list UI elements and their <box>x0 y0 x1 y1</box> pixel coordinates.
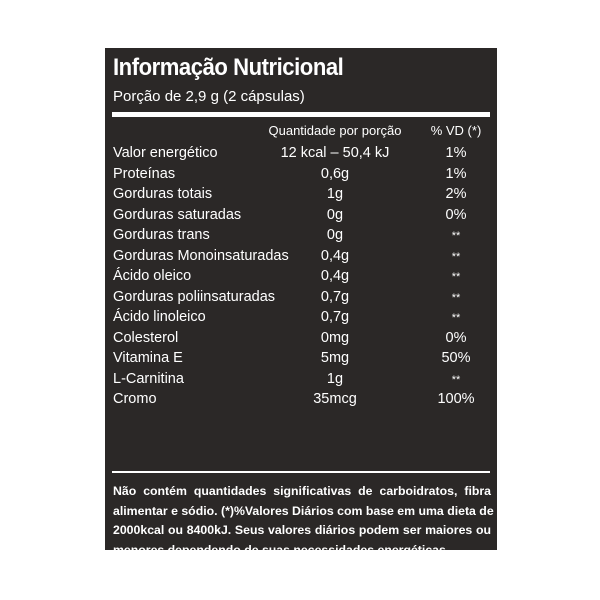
nutrient-name: Ácido oleico <box>113 268 192 284</box>
nutrient-daily-value: 0% <box>445 329 467 346</box>
nutrient-row <box>105 268 497 289</box>
footnote-line: 2000kcal ou 8400kJ. Seus valores diários podem ser maiores ou <box>113 523 491 537</box>
nutrient-name: Proteínas <box>113 165 176 182</box>
nutrient-row <box>105 371 497 392</box>
nutrient-quantity: 0,7g <box>320 288 350 305</box>
nutrient-quantity: 0,7g <box>320 309 350 325</box>
footnote <box>113 482 494 580</box>
thin-divider <box>112 471 490 473</box>
nutrient-name: Ácido linoleico <box>113 309 206 325</box>
nutrition-facts-panel <box>105 48 497 576</box>
nutrient-row <box>105 309 497 330</box>
thick-divider <box>112 112 490 117</box>
nutrient-daily-value: 1% <box>445 165 467 182</box>
nutrient-row <box>105 391 497 412</box>
nutrient-name: L-Carnitina <box>113 370 184 387</box>
nutrient-name: Cromo <box>113 391 157 407</box>
nutrient-row <box>105 186 497 207</box>
nutrient-row <box>105 289 497 310</box>
nutrient-daily-value: 50% <box>441 350 471 366</box>
nutrient-daily-value: ** <box>451 250 461 263</box>
nutrient-daily-value: 2% <box>445 186 467 202</box>
nutrient-quantity: 0,4g <box>320 268 350 284</box>
nutrient-row <box>105 227 497 248</box>
nutrient-rows <box>105 145 497 412</box>
nutrient-daily-value: 100% <box>437 391 475 407</box>
nutrient-name: Gorduras trans <box>113 227 210 243</box>
nutrient-name: Colesterol <box>113 329 179 346</box>
nutrient-row <box>105 350 497 371</box>
nutrient-row <box>105 248 497 269</box>
nutrient-quantity: 0,4g <box>320 247 350 264</box>
nutrient-name: Vitamina E <box>113 350 183 366</box>
nutrient-name: Valor energético <box>113 145 218 161</box>
nutrient-quantity: 1g <box>326 370 344 387</box>
footnote-line: Não contém quantidades significativas de carboidratos, fibra <box>113 484 491 498</box>
nutrient-daily-value: ** <box>451 312 461 324</box>
nutrient-daily-value: ** <box>451 373 461 386</box>
nutrient-quantity: 0,6g <box>320 165 350 182</box>
nutrient-daily-value: 0% <box>445 206 467 223</box>
serving-size: Porção de 2,9 g (2 cápsulas) <box>113 88 305 105</box>
nutrient-quantity: 5mg <box>320 350 350 366</box>
nutrient-row <box>105 330 497 351</box>
footnote-line: (**)Valores diários não declarados <box>113 562 312 576</box>
nutrient-daily-value: ** <box>451 291 461 304</box>
panel-title: Informação Nutricional <box>113 54 344 81</box>
nutrient-row <box>105 166 497 187</box>
daily-value-column-header: % VD (*) <box>430 123 482 138</box>
nutrient-row <box>105 207 497 228</box>
quantity-column-header: Quantidade por porção <box>268 123 402 138</box>
footnote-line: alimentar e sódio. (*)%Valores Diários com base em uma dieta de <box>113 503 494 518</box>
nutrient-quantity: 1g <box>326 186 344 202</box>
nutrient-daily-value: ** <box>451 230 461 242</box>
nutrient-name: Gorduras totais <box>113 186 213 202</box>
nutrient-name: Gorduras poliinsaturadas <box>113 288 276 305</box>
nutrient-quantity: 12 kcal – 50,4 kJ <box>280 145 390 161</box>
nutrient-name: Gorduras Monoinsaturadas <box>113 247 289 264</box>
nutrient-name: Gorduras saturadas <box>113 206 242 223</box>
nutrient-quantity: 0g <box>326 227 344 243</box>
nutrient-quantity: 35mcg <box>313 391 357 407</box>
footnote-line: menores dependendo de suas necessidades energéticas. <box>113 542 450 557</box>
nutrient-quantity: 0g <box>326 206 344 223</box>
nutrient-row <box>105 145 497 166</box>
nutrient-quantity: 0mg <box>320 329 350 346</box>
nutrient-daily-value: ** <box>451 271 461 283</box>
nutrient-daily-value: 1% <box>445 145 467 161</box>
